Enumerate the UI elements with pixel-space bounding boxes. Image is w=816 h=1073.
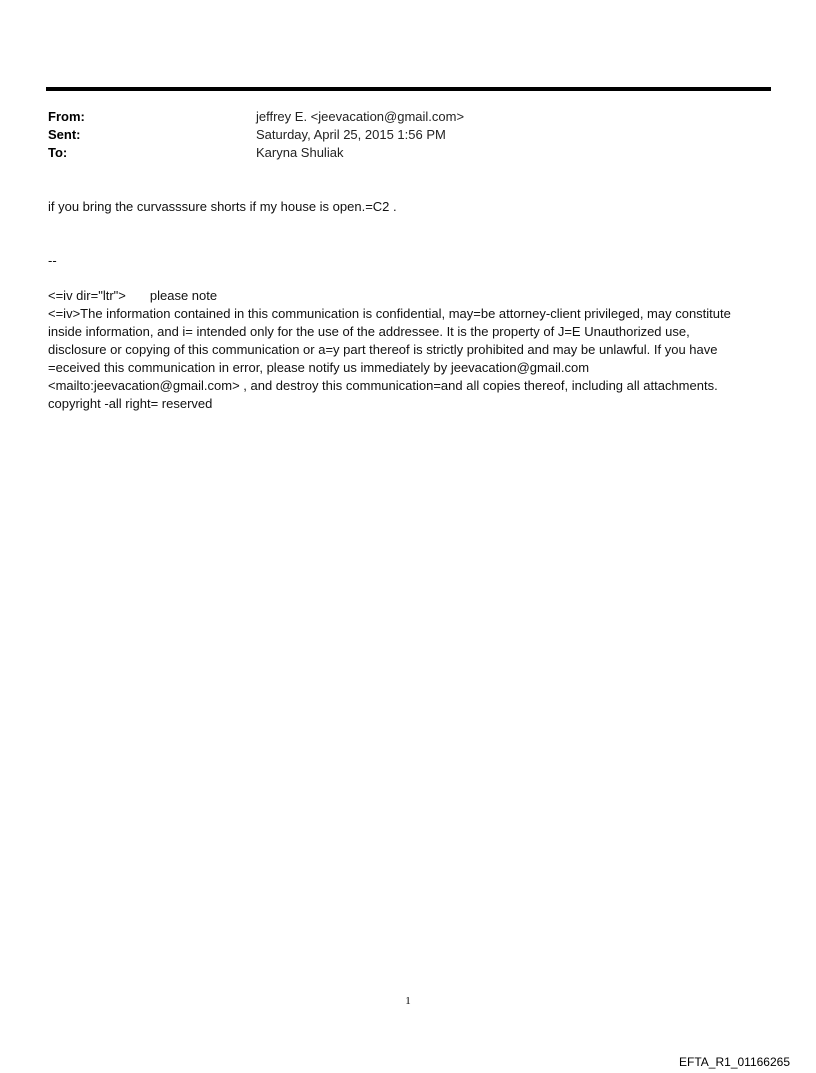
- sent-row: [48, 126, 768, 144]
- note-text: please note: [149, 288, 218, 303]
- from-value: jeffrey E. <jeevacation@gmail.com>: [256, 109, 465, 124]
- to-value: Karyna Shuliak: [256, 145, 344, 160]
- header-rule: [46, 87, 771, 91]
- disclaimer-line: <=iv>The information contained in this communication is confidential, may=be attorney-client privileged, may constitute: [48, 306, 731, 321]
- div-tag-text: <=iv dir="ltr">: [48, 288, 126, 303]
- disclaimer-line: =eceived this communication in error, please notify us immediately by jeevacation@gmail.com: [48, 360, 590, 375]
- signature-separator: --: [48, 253, 57, 268]
- document-id: EFTA_R1_01166265: [679, 1055, 790, 1069]
- disclaimer-line: inside information, and i= intended only for the use of the addressee. It is the property of J=E Unauthorized use,: [48, 324, 690, 339]
- sent-label: Sent:: [48, 127, 81, 142]
- message-text: if you bring the curvasssure shorts if my house is open.=C2 .: [48, 199, 397, 214]
- disclaimer-line: disclosure or copying of this communication or a=y part thereof is strictly prohibited and may be unlawful. If you have: [48, 342, 718, 357]
- disclaimer-line: <mailto:jeevacation@gmail.com> , and destroy this communication=and all copies thereof, including all attachments.: [48, 378, 718, 393]
- sent-value: Saturday, April 25, 2015 1:56 PM: [256, 127, 446, 142]
- email-header: [48, 108, 768, 162]
- from-row: [48, 108, 768, 126]
- disclaimer: [48, 305, 770, 413]
- to-row: [48, 144, 768, 162]
- note-line: [48, 287, 770, 305]
- to-label: To:: [48, 145, 68, 160]
- disclaimer-line: copyright -all right= reserved: [48, 396, 213, 411]
- page-number: 1: [405, 995, 411, 1007]
- from-label: From:: [48, 109, 85, 124]
